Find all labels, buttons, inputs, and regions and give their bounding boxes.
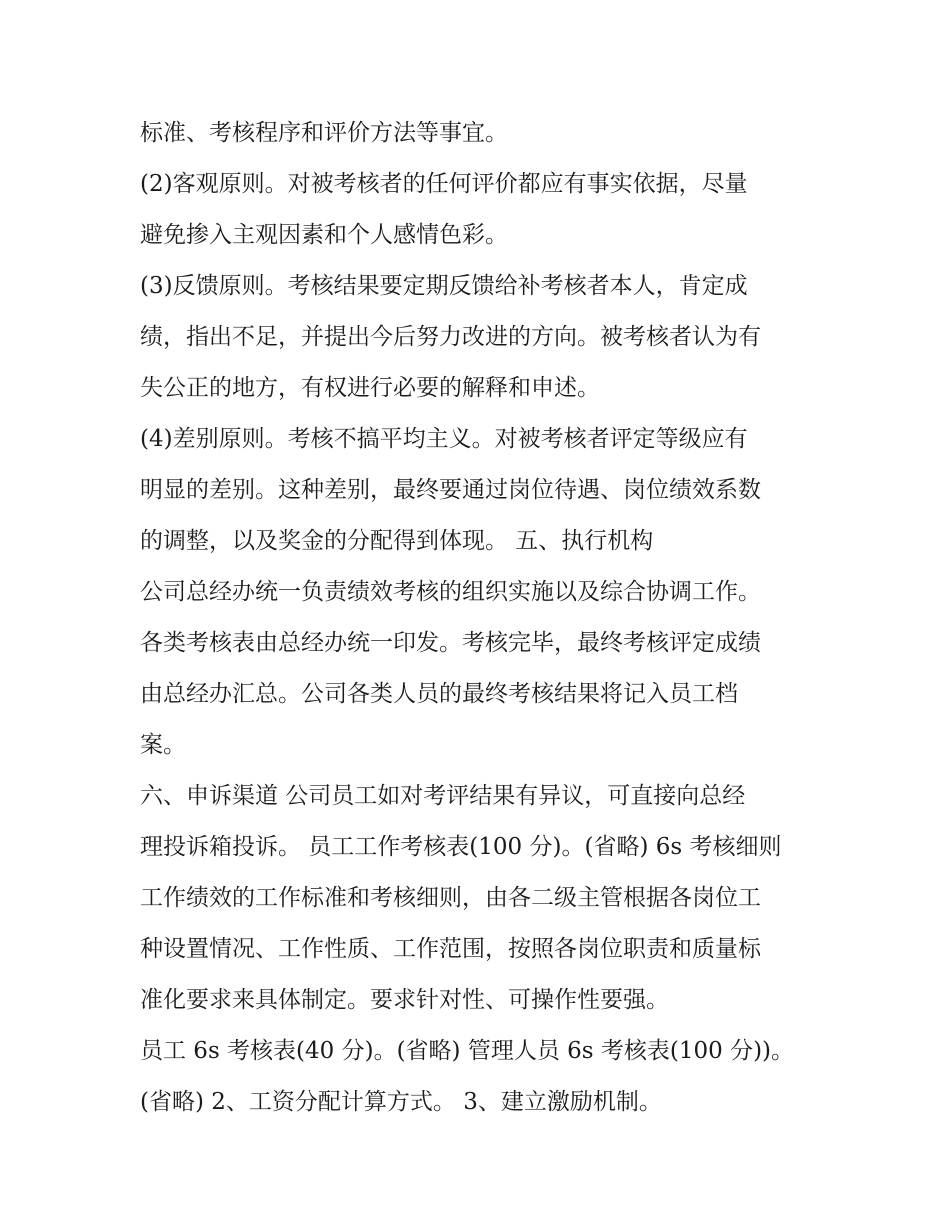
text-line: (2)客观原则。对被考核者的任何评价都应有事实依据，尽量 (140, 171, 748, 197)
text-line: 六、申诉渠道 公司员工如对考评结果有异议，可直接向总经 (140, 783, 746, 809)
text-line: 的调整，以及奖金的分配得到体现。 五、执行机构 (140, 528, 654, 554)
text-line: 种设置情况、工作性质、工作范围，按照各岗位职责和质量标 (140, 936, 761, 962)
text-line: 员工 6s 考核表(40 分)。(省略) 管理人员 6s 考核表(100 分))。 (140, 1038, 795, 1064)
text-line: 工作绩效的工作标准和考核细则，由各二级主管根据各岗位工 (140, 885, 761, 911)
text-line: (省略) 2、工资分配计算方式。 3、建立激励机制。 (140, 1089, 662, 1115)
text-line: 各类考核表由总经办统一印发。考核完毕，最终考核评定成绩 (140, 630, 761, 656)
text-line: 理投诉箱投诉。 员工工作考核表(100 分)。(省略) 6s 考核细则 (140, 834, 782, 860)
text-line: 避免掺入主观因素和个人感情色彩。 (140, 222, 508, 248)
document-body (140, 108, 820, 1128)
text-line: 公司总经办统一负责绩效考核的组织实施以及综合协调工作。 (140, 579, 761, 605)
text-line: (3)反馈原则。考核结果要定期反馈给补考核者本人，肯定成 (140, 273, 748, 299)
text-line: 准化要求来具体制定。要求针对性、可操作性要强。 (140, 987, 669, 1013)
text-line: 失公正的地方，有权进行必要的解释和申述。 (140, 375, 600, 401)
text-line: 明显的差别。这种差别，最终要通过岗位待遇、岗位绩效系数 (140, 477, 761, 503)
text-line: 由总经办汇总。公司各类人员的最终考核结果将记入员工档 (140, 681, 738, 707)
text-line: 绩，指出不足，并提出今后努力改进的方向。被考核者认为有 (140, 324, 761, 350)
text-line: 案。 (140, 732, 186, 758)
text-line: (4)差别原则。考核不搞平均主义。对被考核者评定等级应有 (140, 426, 748, 452)
text-line: 标准、考核程序和评价方法等事宜。 (140, 120, 508, 146)
